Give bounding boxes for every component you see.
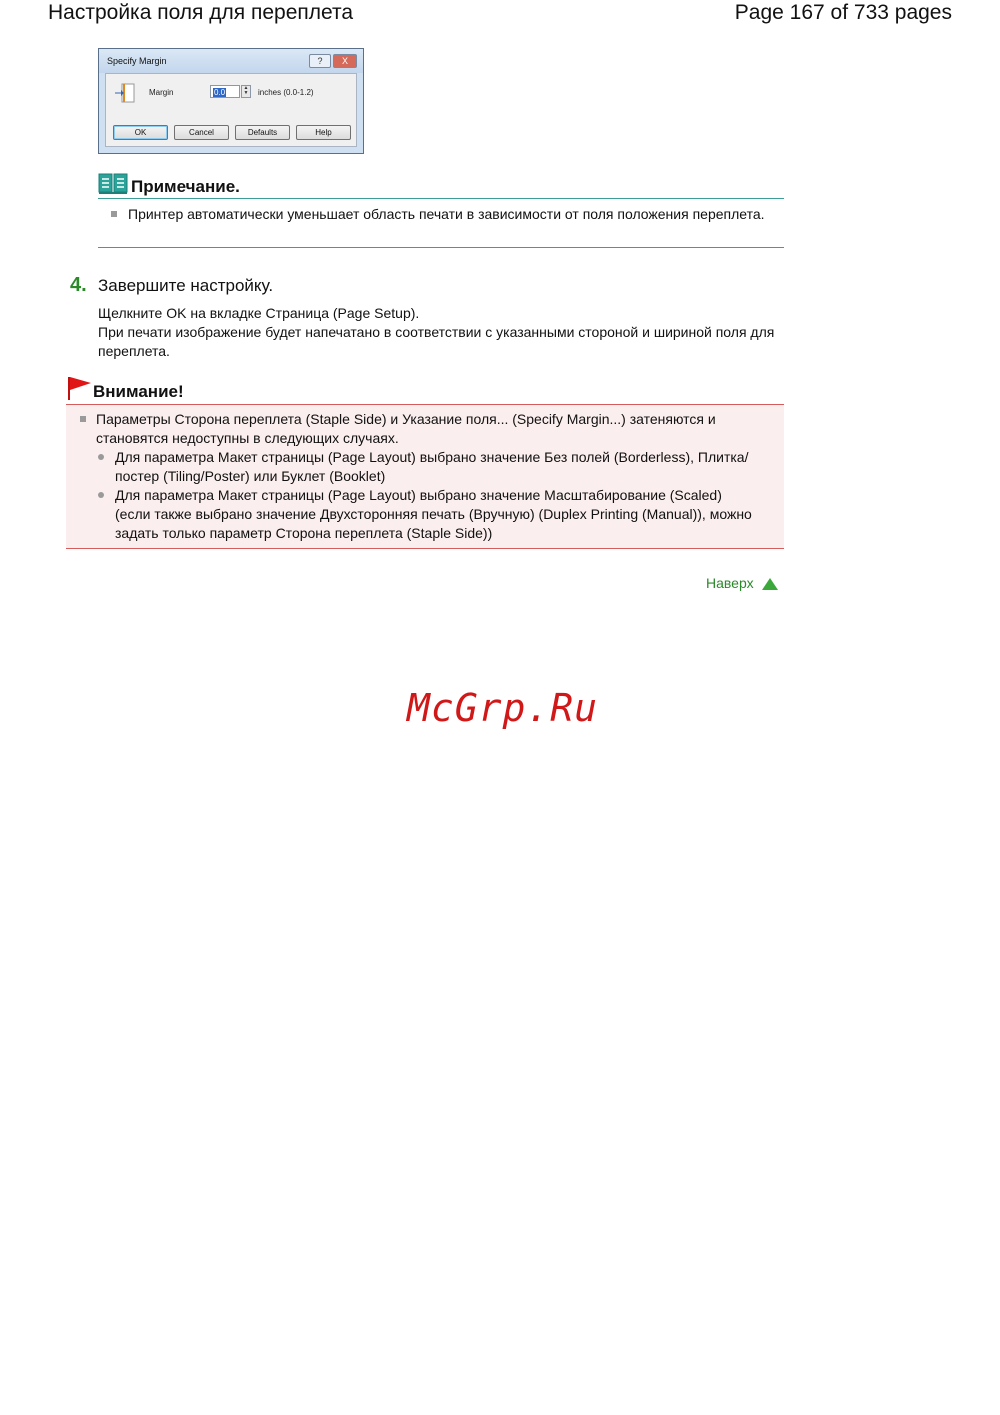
margin-input-value: 0.0	[214, 88, 226, 97]
note-bullet-icon	[111, 211, 117, 217]
step-line-2: При печати изображение будет напечатано в соответствии с указанными стороной и шириной поля для переплета.	[98, 324, 775, 359]
specify-margin-dialog-screenshot	[98, 48, 364, 154]
note-divider-top	[98, 198, 784, 199]
dialog-cancel-button: Cancel	[174, 125, 229, 140]
step-line-1: Щелкните OK на вкладке Страница (Page Setup).	[98, 305, 420, 321]
dialog-title: Specify Margin	[107, 56, 167, 66]
note-book-icon	[98, 173, 128, 195]
back-to-top-link[interactable]: Наверх	[706, 575, 754, 591]
step-number: 4.	[70, 274, 87, 296]
caution-item: Для параметра Макет страницы (Page Layout) выбрано значение Масштабирование (Scaled) (если также выбрано значение Двухсторонняя печать (Вручную) (Duplex Printing (Manual)), можно задать только параметр Сторона переплета (Staple Side))	[115, 487, 752, 541]
step-body	[98, 304, 778, 361]
watermark: McGrp.Ru	[407, 686, 599, 730]
caution-bullet-icon	[80, 416, 86, 422]
spinner-down-icon: ▼	[243, 90, 249, 96]
caution-item-bullet-icon	[98, 492, 104, 498]
dialog-help-icon: ?	[309, 54, 331, 68]
page-counter: Page 167 of 733 pages	[734, 1, 952, 24]
margin-units: inches (0.0-1.2)	[258, 88, 314, 97]
dialog-ok-button: OK	[113, 125, 168, 140]
note-divider-bottom	[98, 247, 784, 248]
dialog-close-icon: X	[333, 54, 357, 68]
caution-flag-icon	[66, 375, 92, 401]
margin-icon	[114, 82, 136, 104]
margin-input	[210, 85, 240, 98]
margin-spinner	[241, 85, 251, 98]
note-text: Принтер автоматически уменьшает область печати в зависимости от поля положения переплета.	[128, 206, 765, 222]
caution-item-bullet-icon	[98, 454, 104, 460]
caution-item: Для параметра Макет страницы (Page Layout) выбрано значение Без полей (Borderless), Плитка/постер (Tiling/Poster) или Буклет (Booklet)	[115, 449, 749, 484]
document-title: Настройка поля для переплета	[48, 1, 354, 24]
caution-text: Параметры Сторона переплета (Staple Side) и Указание поля... (Specify Margin...) затеняются и становятся недоступны в следующих случаях.	[96, 411, 716, 446]
spinner-up-icon: ▲	[243, 85, 249, 91]
dialog-help-button: Help	[296, 125, 351, 140]
dialog-defaults-button: Defaults	[235, 125, 290, 140]
dialog-titlebar	[99, 49, 363, 73]
caution-heading: Внимание!	[93, 382, 184, 401]
margin-label: Margin	[149, 88, 174, 97]
up-arrow-icon[interactable]	[762, 578, 778, 591]
dialog-body	[105, 73, 357, 147]
note-heading: Примечание.	[131, 177, 240, 196]
step-title: Завершите настройку.	[98, 276, 274, 295]
